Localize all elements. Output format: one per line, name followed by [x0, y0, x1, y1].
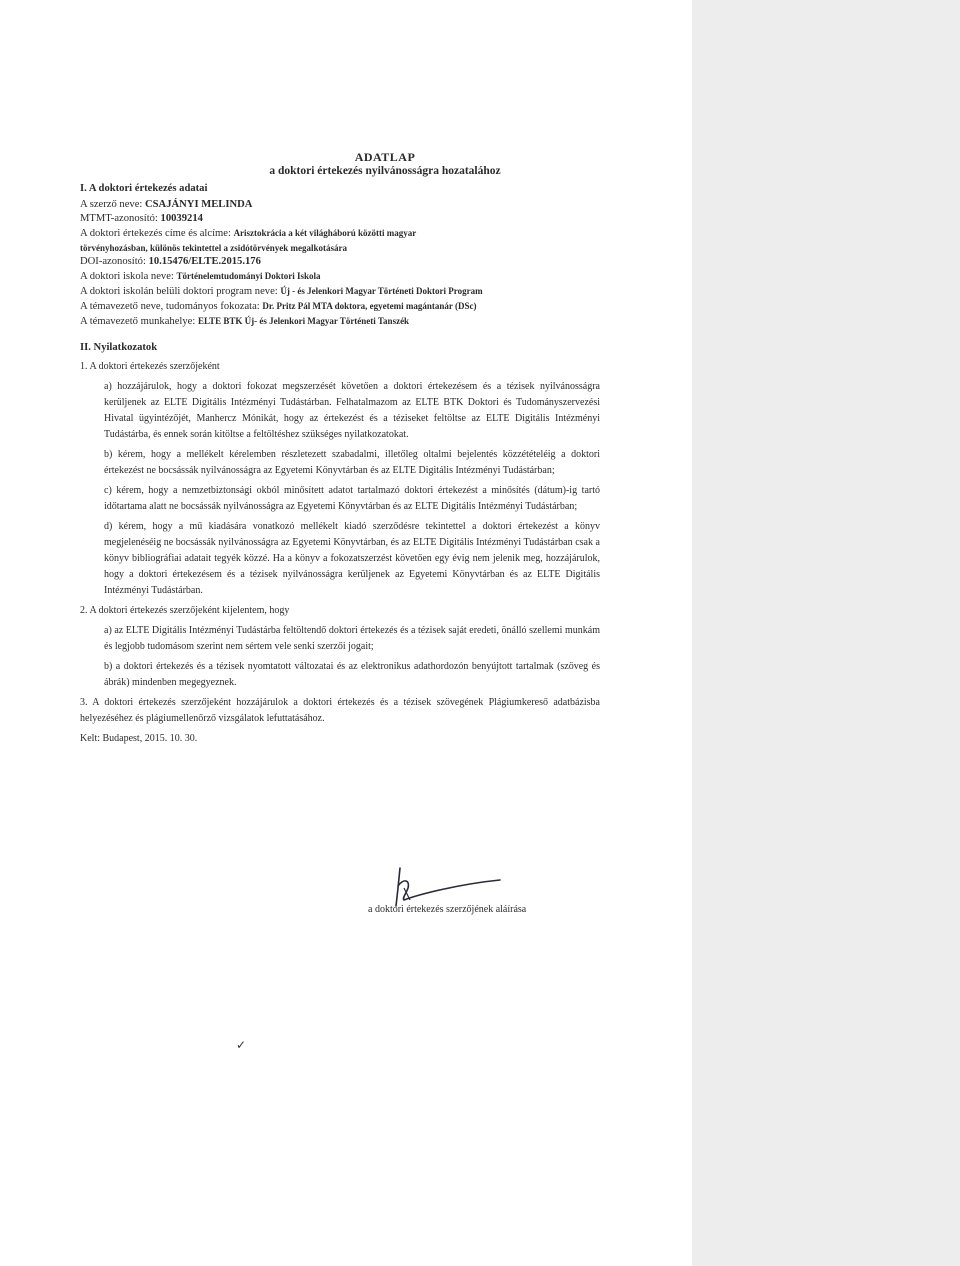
handwritten-signature: [360, 858, 600, 938]
program-label: A doktori iskolán belüli doktori program neve:: [80, 286, 281, 297]
section-2-heading: II. Nyilatkozatok: [80, 342, 158, 353]
school-row: [80, 269, 600, 284]
item-2-b: b) a doktori értekezés és a tézisek nyomtatott változatai és az elektronikus adathordozón benyújtott tartalmak (szöveg és ábrák) mindenben megegyeznek.: [104, 661, 600, 688]
workplace-value: ELTE BTK Új- és Jelenkori Magyar Történeti Tanszék: [197, 316, 410, 326]
author-value: CSAJÁNYI MELINDA: [145, 199, 253, 210]
item-1-a: a) hozzájárulok, hogy a doktori fokozat megszerzését követően a doktori értekezésem és a tézisek nyilvánosságra kerüljenek az ELTE Digitális Intézményi Tudástárban. Felhatalmazom az ELTE BTK Doktori és Tudományszervezési Hivatal ügyintézőjét, Manhercz Mónikát, hogy az értekezést és a téziseket feltöltse az ELTE Digitális Intézményi Tudástárba, és ennek során kitöltse a feltöltéshez szükséges nyilatkozatokat.: [104, 381, 600, 440]
signature-caption: a doktori értekezés szerzőjének aláírása: [368, 904, 527, 915]
item-1-b: b) kérem, hogy a mellékelt kérelemben részletezett szabadalmi, illetőleg oltalmi bejelentés közzétételéig a doktori értekezést ne bocsássák nyilvánosságra az Egyetemi Könyvtárban és az ELTE Digitális Intézményi Tudástárban;: [104, 449, 600, 476]
doi-value: 10.15476/ELTE.2015.176: [148, 256, 261, 267]
thesis-title-value-1: Arisztokrácia a két világháború közötti magyar: [233, 228, 417, 238]
thesis-title-label: A doktori értekezés címe és alcíme:: [80, 228, 234, 239]
scan-speck: ✓: [236, 1038, 247, 1052]
item-2-intro: 2. A doktori értekezés szerzőjeként kijelentem, hogy: [80, 605, 290, 616]
document-body: [80, 150, 600, 747]
mtmt-label: MTMT-azonosító:: [80, 213, 161, 224]
section-1-heading: I. A doktori értekezés adatai: [80, 183, 208, 194]
item-1-intro: 1. A doktori értekezés szerzőjeként: [80, 361, 220, 372]
side-panel: [692, 0, 960, 1266]
school-label: A doktori iskola neve:: [80, 271, 177, 282]
school-value: Történelemtudományi Doktori Iskola: [176, 271, 321, 281]
mtmt-row: [80, 212, 600, 226]
program-value: Új - és Jelenkori Magyar Történeti Doktori Program: [280, 286, 483, 296]
document-subtitle: a doktori értekezés nyilvánosságra hozatalához: [269, 165, 501, 177]
workplace-row: [80, 314, 600, 329]
workplace-label: A témavezető munkahelye:: [80, 316, 198, 327]
date-line: Kelt: Budapest, 2015. 10. 30.: [80, 733, 198, 744]
title-block: [170, 150, 600, 178]
document-title: ADATLAP: [354, 150, 416, 164]
item-1-c: c) kérem, hogy a nemzetbiztonsági okból minősített adatot tartalmazó doktori értekezést a minősítés (dátum)-ig tartó időtartama alatt ne bocsássák nyilvánosságra az Egyetemi Könyvtárban és az ELTE Digitális Intézményi Tudástárban;: [104, 485, 600, 512]
item-2-a: a) az ELTE Digitális Intézményi Tudástárba feltöltendő doktori értekezés és a tézisek saját eredeti, önálló szellemi munkám és legjobb tudomásom szerint nem sértem vele senki szerzői jogait;: [104, 625, 600, 652]
author-row: [80, 198, 600, 212]
supervisor-label: A témavezető neve, tudományos fokozata:: [80, 301, 263, 312]
doi-row: [80, 255, 600, 269]
item-1-d: d) kérem, hogy a mű kiadására vonatkozó mellékelt kiadó szerződésre tekintettel a doktori értekezést a könyv megjelenéséig ne bocsássák nyilvánosságra az Egyetemi Könyvtárban, és az ELTE Digitális Intézményi Tudástárban csak a könyv bibliográfiai adatait tegyék közzé. Ha a könyv a fokozatszerzést követően egy évig nem jelenik meg, hozzájárulok, hogy a doktori értekezésem és a tézisek nyilvánosságra kerüljenek az Egyetemi Könyvtárban és az ELTE Digitális Intézményi Tudástárban.: [104, 521, 600, 596]
supervisor-value: Dr. Pritz Pál MTA doktora, egyetemi magántanár (DSc): [262, 301, 477, 311]
thesis-title-row: [80, 226, 600, 241]
thesis-title-value-2: törvényhozásban, különös tekintettel a zsidótörvények megalkotására: [80, 243, 347, 253]
item-3: 3. A doktori értekezés szerzőjeként hozzájárulok a doktori értekezés és a tézisek szövegének Plágiumkereső adatbázisba helyezéséhez és plágiumellenőrző vizsgálatok lefuttatásához.: [80, 697, 600, 724]
doi-label: DOI-azonosító:: [80, 256, 149, 267]
author-label: A szerző neve:: [80, 199, 146, 210]
program-row: [80, 284, 600, 299]
mtmt-value: 10039214: [160, 213, 203, 224]
supervisor-row: [80, 299, 600, 314]
